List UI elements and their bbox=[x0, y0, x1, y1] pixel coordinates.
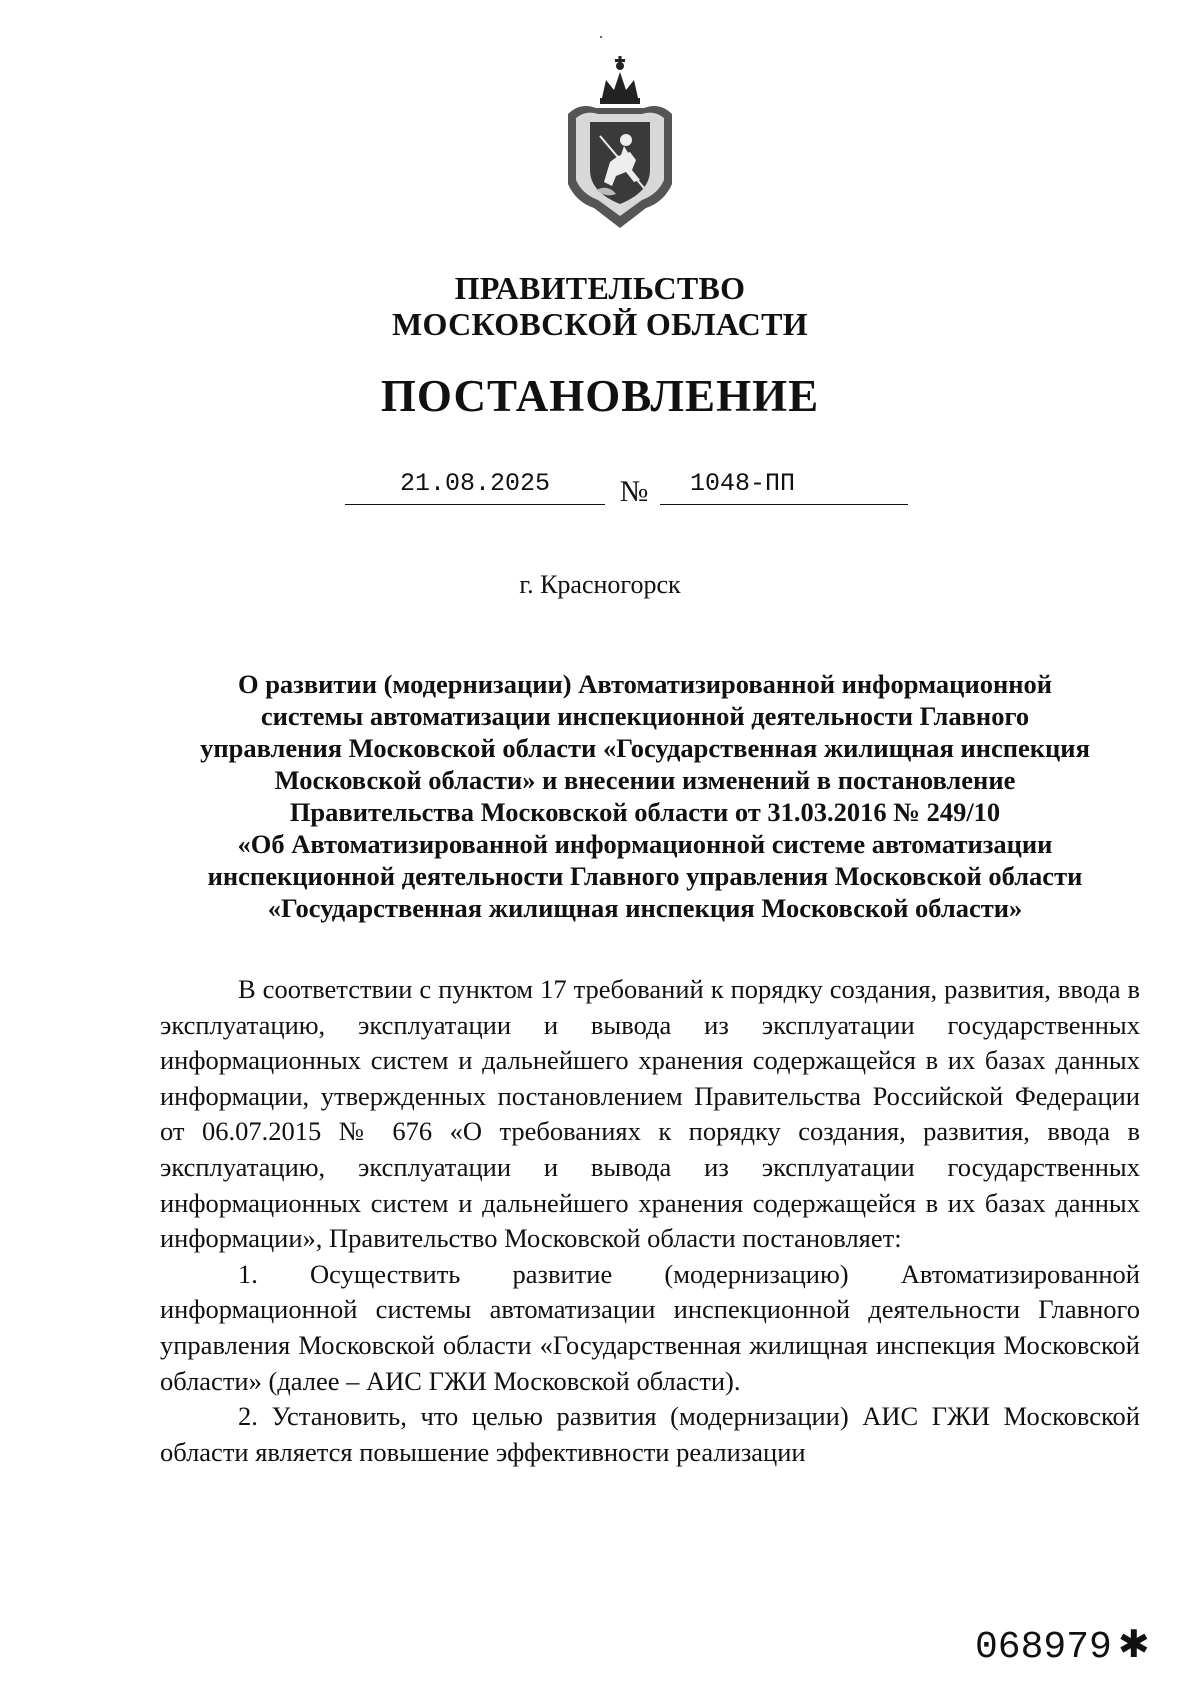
title-line: «Государственная жилищная инспекция Московской области» bbox=[267, 893, 1023, 923]
serial-value: 068979 bbox=[975, 1626, 1112, 1669]
document-number-field bbox=[660, 464, 908, 505]
serial-star-mark: ✱ bbox=[1117, 1622, 1150, 1666]
date-number-line bbox=[0, 464, 1200, 510]
title-line: инспекционной деятельности Главного управления Московской области bbox=[207, 861, 1083, 891]
title-line: системы автоматизации инспекционной деятельности Главного bbox=[260, 701, 1030, 731]
title-line: О развитии (модернизации) Автоматизированной информационной bbox=[237, 669, 1053, 699]
document-title bbox=[140, 668, 1150, 924]
item-1-paragraph: 1. Осуществить развитие (модернизацию) Автоматизированной информационной системы автоматизации инспекционной деятельности Главного управления Московской области «Государственная жилищная инспекция Московской области» (далее – АИС ГЖИ Московской области). bbox=[160, 1258, 1140, 1396]
item-2-paragraph: 2. Установить, что целью развития (модернизации) АИС ГЖИ Московской области является повышение эффективности реализации bbox=[160, 1401, 1140, 1467]
organization-name-line-1: ПРАВИТЕЛЬСТВО bbox=[454, 270, 746, 306]
number-sign: № bbox=[619, 475, 649, 508]
moscow-oblast-coat-of-arms-icon bbox=[560, 52, 680, 230]
document-body bbox=[160, 972, 1140, 1470]
title-line: управления Московской области «Государственная жилищная инспекция bbox=[200, 733, 1090, 763]
document-type: ПОСТАНОВЛЕНИЕ bbox=[380, 371, 820, 421]
serial-number bbox=[975, 1622, 1155, 1670]
title-line: Московской области» и внесении изменений в постановление bbox=[274, 765, 1016, 795]
document-date: 21.08.2025 bbox=[345, 464, 605, 505]
scan-speck bbox=[600, 36, 602, 38]
title-line: Правительства Московской области от 31.03.2016 № 249/10 bbox=[289, 797, 1001, 827]
preamble-paragraph: В соответствии с пунктом 17 требований к порядку создания, развития, ввода в эксплуатацию, эксплуатации и вывода из эксплуатации государственных информационных систем и дальнейшего хранения содержащейся в их базах данных информации, утвержденных постановлением Правительства Российской Федерации от 06.07.2015 № 676 «О требованиях к порядку создания, развития, ввода в эксплуатацию, эксплуатации и вывода из эксплуатации государственных информационных систем и дальнейшего хранения содержащейся в их базах данных информации», Правительство Московской области постановляет: bbox=[160, 974, 1140, 1254]
title-line: «Об Автоматизированной информационной системе автоматизации bbox=[237, 829, 1053, 859]
document-number: 1048-ПП bbox=[690, 469, 796, 498]
organization-name-line-2: МОСКОВСКОЙ ОБЛАСТИ bbox=[392, 306, 808, 342]
city: г. Красногорск bbox=[519, 570, 681, 599]
